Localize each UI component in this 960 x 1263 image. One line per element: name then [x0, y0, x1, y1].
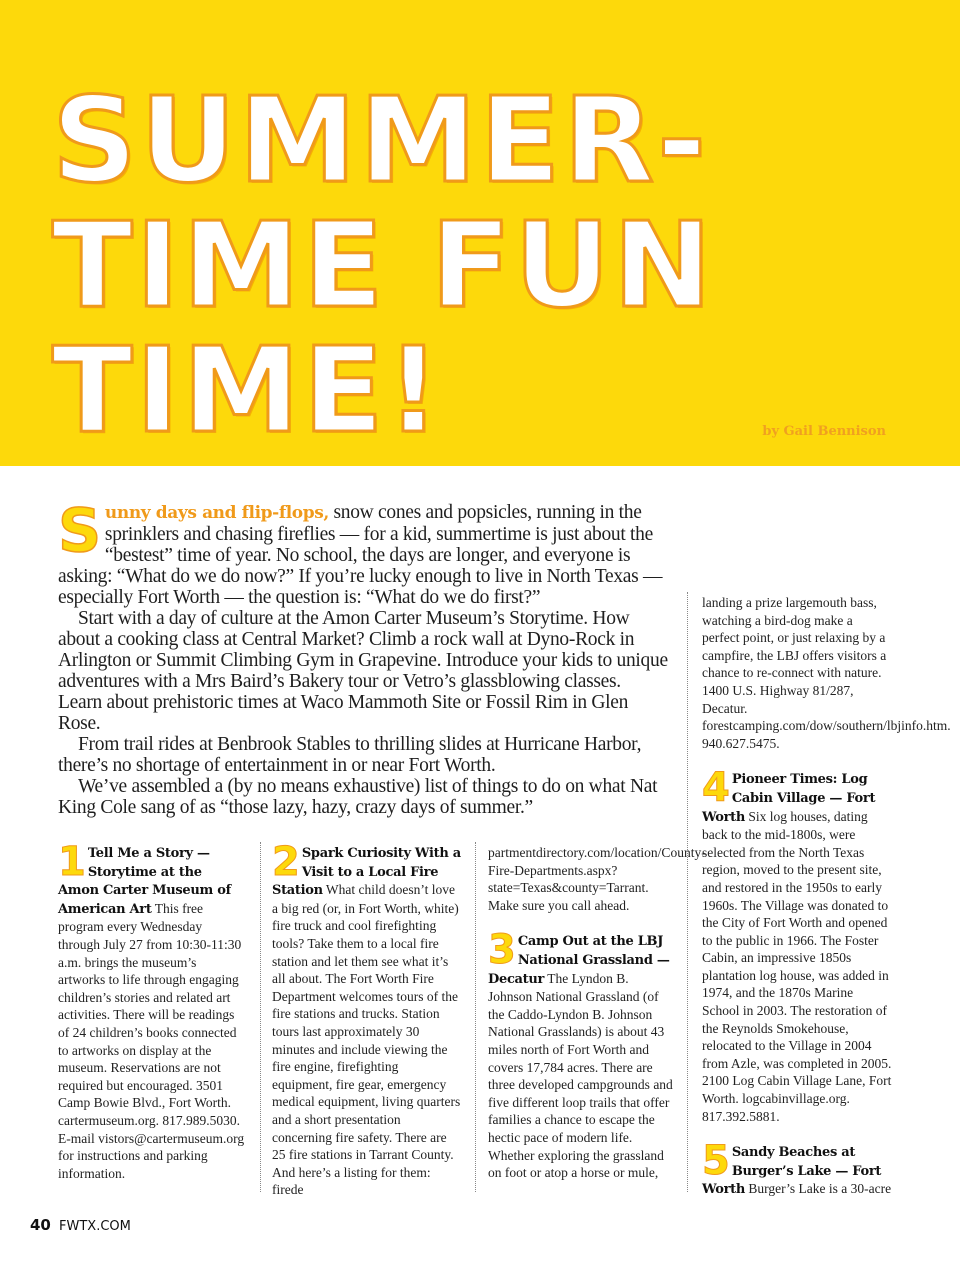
lead-in: unny days and flip-flops,: [104, 503, 329, 523]
headline-line-3: TIME!: [52, 321, 444, 459]
intro-paragraph-4: We’ve assembled a (by no means exhaustive) list of things to do on what Nat King Cole sang of as “those lazy, hazy, crazy days of summer.”: [58, 776, 658, 818]
item-continuation: partmentdirectory.com/location/County-Fire-Departments.aspx?state=Texas&county=Tarrant. Make sure you call ahead.: [488, 845, 706, 913]
item-number: 1: [58, 839, 86, 885]
item-title: Pioneer Times: Log Cabin Village — Fort Worth: [702, 772, 876, 825]
intro-paragraph-3: From trail rides at Benbrook Stables to thrilling slides at Hurricane Harbor, there’s no shortage of entertainment in or near Fort Worth.: [58, 734, 642, 776]
item-number: 4: [702, 765, 730, 812]
intro-paragraph-2: Start with a day of culture at the Amon Carter Museum’s Storytime. How about a cooking class at Central Market? Climb a rock wall at Dyno-Rock in Arlington or Summit Climbing Gym in Grapevine. Introduce your kids to unique adventures with a Mrs Baird’s Bakery tour or Vetro’s glassblowing classes. Learn about prehistoric times at Waco Mammoth Site or Fossil Rim in Glen Rose.: [58, 608, 668, 734]
column-divider: [260, 842, 261, 1192]
item-number: 2: [272, 839, 300, 885]
list-item: [58, 839, 246, 1182]
headline-banner: [0, 0, 960, 466]
item-body: This free program every Wednesday through July 27 from 10:30-11:30 a.m. brings the museum’s artworks to life through engaging children’s stories and related art activities. There will be readings of 24 children’s books connected to artworks on display at the museum. Reservations are not required but encouraged. 3501 Camp Bowie Blvd., Fort Worth. cartermuseum.org. 817.989.5030. E-mail vistors@cartermuseum.org for instructions and parking information.: [58, 900, 245, 1181]
item-number: 3: [488, 927, 516, 974]
headline-line-1: SUMMER-: [52, 71, 710, 209]
column-3: [488, 844, 706, 1182]
intro-paragraph-1-text: snow cones and popsicles, running in the sprinklers and chasing fireflies — for a kid, summertime is just about the “bestest” time of year. No school, the days are longer, and everyone is asking: “What do we do now?” If you’re lucky enough to live in North Texas — especially Fort Worth — the question is: “What do we do first?”: [58, 502, 663, 608]
list-item: [272, 839, 462, 1199]
headline-line-2: TIME FUN: [52, 196, 715, 334]
item-title: Camp Out at the LBJ National Grassland — Decatur: [488, 934, 670, 987]
item-body: Burger’s Lake is a 30-acre: [745, 1181, 892, 1197]
item-body: The Lyndon B. Johnson National Grassland (of the Caddo-Lyndon B. Johnson National Grasslands) is about 43 miles north of Fort Worth and covers 17,784 acres. There are three developed campgrounds and five different loop trails that offer families a chance to escape the hectic pace of modern life. Whether exploring the grassland on foot or atop a horse or mule,: [488, 970, 673, 1181]
drop-cap: S: [58, 496, 101, 566]
headline: [52, 71, 715, 459]
site-name: FWTX.COM: [59, 1219, 131, 1234]
item-title: Sandy Beaches at Burger’s Lake — Fort Worth: [702, 1145, 882, 1198]
item-body: Six log houses, dating back to the mid-1800s, were selected from the North Texas region, moved to the present site, and restored in the 1950s to early 1960s. The Village was donated to the City of Fort Worth and opened to the public in 1966. The Foster Cabin, an impressive 1850s plantation log house, was added in 1974, and the 1870s Marine School in 2003. The restoration of the Reynolds Smokehouse, relocated to the Village in 2004 from Azle, was completed in 2005. 2100 Log Cabin Village Lane, Fort Worth. logcabinvillage.org. 817.392.5881.: [702, 808, 892, 1124]
list-item: [702, 765, 892, 1125]
column-1: [58, 839, 246, 1182]
page-number: 40: [30, 1216, 51, 1234]
item-title: Tell Me a Story — Storytime at the Amon Carter Museum of American Art: [58, 846, 231, 917]
item-body: What child doesn’t love a big red (or, in Fort Worth, white) fire truck and cool firefighting tools? Take them to a local fire station and let them see what it’s all about. The Fort Worth Fire Department welcomes tours of the fire stations and trucks. Station tours last approximately 30 minutes and include viewing the fire engine, firefighting equipment, fire gear, emergency medical equipment, living quarters and a short presentation concerning fire safety. There are 25 fire stations in Tarrant County. And here’s a listing for them: firede: [272, 882, 461, 1198]
column-divider: [687, 592, 688, 1192]
item-title: Spark Curiosity With a Visit to a Local Fire Station: [272, 846, 461, 899]
byline: by Gail Bennison: [762, 424, 886, 439]
column-divider: [475, 842, 476, 1192]
list-item: [488, 927, 674, 1181]
intro-paragraph-1: [58, 496, 668, 608]
list-item: [702, 1138, 892, 1199]
item-number: 5: [702, 1138, 730, 1185]
column-4: [702, 594, 951, 1199]
intro-text: [58, 496, 668, 818]
column-2: [272, 839, 462, 1199]
item-continuation: landing a prize largemouth bass, watching a bird-dog make a perfect point, or just relaxing by a campfire, the LBJ offers visitors a chance to re-connect with nature. 1400 U.S. Highway 81/287, Decatur. forestcamping.com/dow/southern/lbjinfo.htm. 940.627.5475.: [702, 595, 951, 751]
page-footer: [30, 1216, 131, 1234]
